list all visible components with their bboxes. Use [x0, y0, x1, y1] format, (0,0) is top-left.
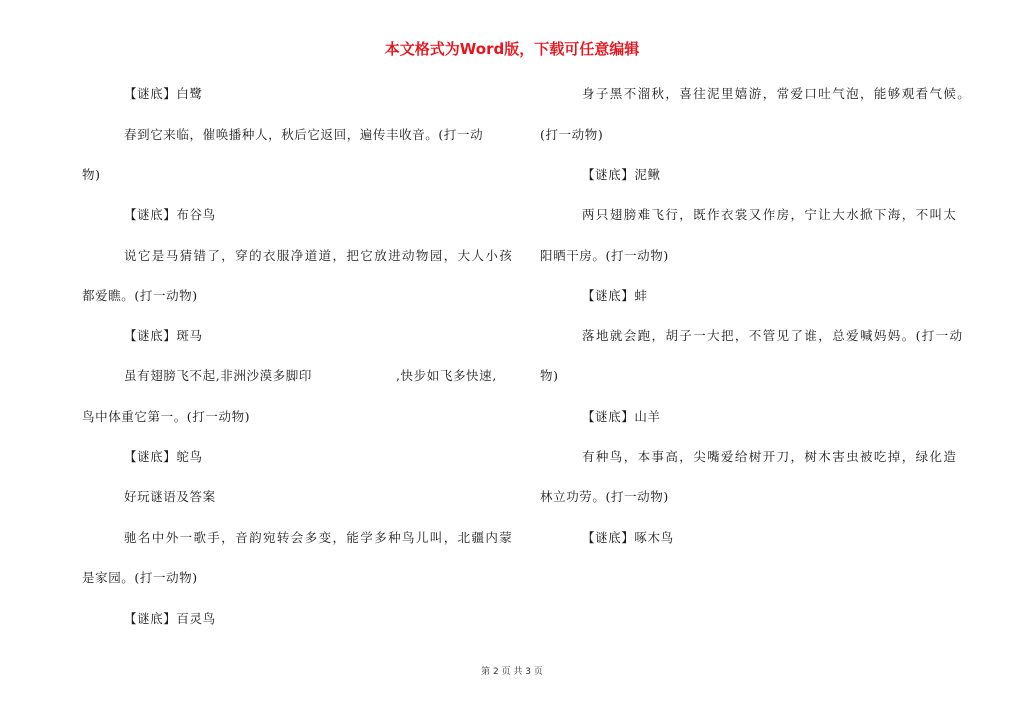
- riddle-text: [124, 368, 497, 384]
- riddle-text: 驰名中外一歌手，音韵宛转会多变，能学多种鸟儿叫，北疆内蒙: [124, 530, 514, 545]
- riddle-answer: 【谜底】斑马: [124, 328, 203, 343]
- riddle-text: 鸟中体重它第一。(打一动物): [82, 409, 251, 424]
- download-banner: 本文格式为Word版，下载可任意编辑: [384, 40, 640, 58]
- riddle-text: 说它是马猜错了，穿的衣服净道道，把它放进动物园，大人小孩: [124, 248, 514, 263]
- riddle-text: 身子黑不溜秋，喜往泥里嬉游，常爱口吐气泡，能够观看气候。: [582, 86, 972, 101]
- riddle-text-part: ,快步如飞多快速,: [395, 368, 497, 383]
- riddle-text: (打一动物): [540, 127, 604, 142]
- riddle-text: 阳晒干房。(打一动物): [540, 248, 669, 263]
- riddle-text: 有种鸟，本事高，尖嘴爱给树开刀，树木害虫被吃掉，绿化造: [582, 449, 958, 464]
- page-number: 第 2 页 共 3 页: [481, 667, 543, 677]
- riddle-answer: 【谜底】鸵鸟: [124, 449, 203, 464]
- riddle-answer: 【谜底】泥鳅: [582, 167, 661, 182]
- riddle-text-part: 虽有翅膀飞不起,非洲沙漠多脚印: [124, 368, 312, 383]
- riddle-text: 春到它来临，催唤播种人，秋后它返回，遍传丰收音。(打一动: [124, 127, 484, 142]
- riddle-text: 物): [82, 167, 101, 182]
- riddle-answer: 【谜底】布谷鸟: [124, 207, 216, 222]
- riddle-answer: 【谜底】啄木鸟: [582, 530, 674, 545]
- section-heading: 好玩谜语及答案: [124, 489, 216, 504]
- riddle-answer: 【谜底】山羊: [582, 409, 661, 424]
- riddle-text: 落地就会跑，胡子一大把，不管见了谁，总爱喊妈妈。(打一动: [582, 328, 964, 343]
- riddle-text: 都爱瞧。(打一动物): [82, 288, 198, 303]
- riddle-answer: 【谜底】百灵鸟: [124, 611, 216, 626]
- riddle-answer: 【谜底】蚌: [582, 288, 648, 303]
- riddle-answer: 【谜底】白鹭: [124, 86, 203, 101]
- riddle-text: 林立功劳。(打一动物): [540, 489, 669, 504]
- riddle-text: 是家园。(打一动物): [82, 570, 198, 585]
- riddle-text: 物): [540, 368, 559, 383]
- riddle-text: 两只翅膀难飞行，既作衣裳又作房，宁让大水掀下海，不叫太: [582, 207, 958, 222]
